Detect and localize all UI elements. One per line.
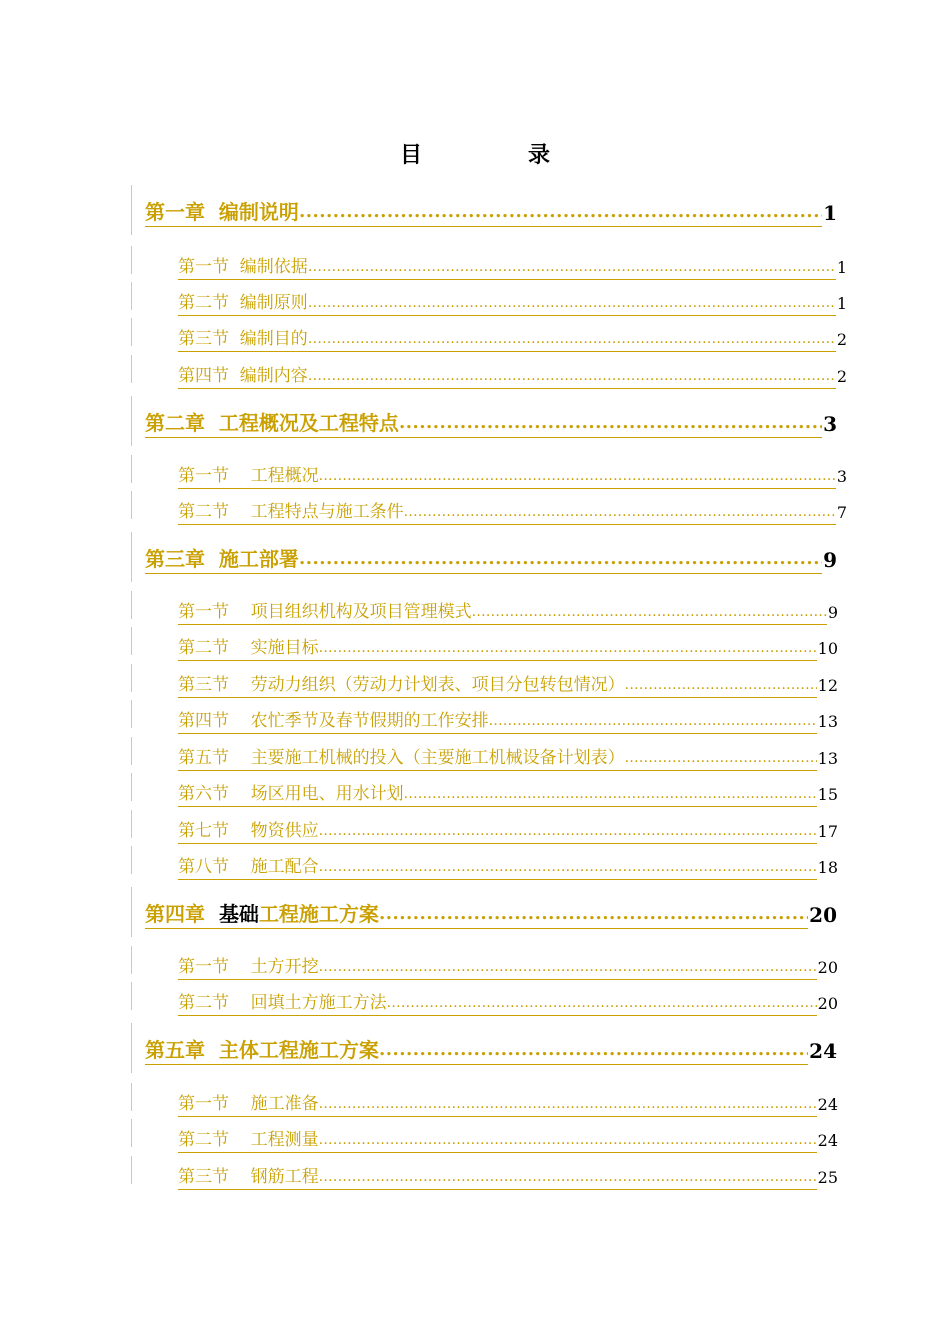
toc-entry-label — [178, 1092, 319, 1117]
toc-page-number: 9 — [823, 548, 837, 572]
toc-section-entry[interactable] — [178, 250, 847, 280]
toc-entry-label-text: 第一章 编制说明 — [145, 200, 299, 224]
margin-bar — [131, 1119, 132, 1147]
toc-entry-label-text: 第二章 工程概况及工程特点 — [145, 411, 399, 435]
toc-page-number: 12 — [817, 676, 838, 695]
dot-leader — [308, 291, 836, 316]
toc-entry-label — [178, 500, 404, 525]
dot-leader — [299, 545, 822, 574]
toc-page-number: 3 — [823, 412, 837, 436]
dot-leader — [308, 327, 836, 352]
dot-leader — [404, 500, 836, 525]
margin-bar — [131, 737, 132, 765]
toc-page-number: 17 — [817, 822, 838, 841]
toc-entry-label-text: 第一节 施工准备 — [178, 1094, 319, 1114]
toc-section-entry[interactable] — [178, 814, 838, 844]
toc-entry-label — [178, 464, 319, 489]
toc-page-number: 20 — [817, 958, 838, 977]
toc-entry-label — [178, 636, 319, 661]
toc-page-number: 18 — [817, 858, 838, 877]
toc-section-entry[interactable] — [178, 986, 838, 1016]
toc-chapter-entry[interactable] — [145, 899, 837, 929]
toc-page-number: 24 — [809, 1039, 837, 1063]
margin-bar — [131, 246, 132, 274]
toc-entry-label — [178, 1165, 319, 1190]
toc-chapter-entry[interactable] — [145, 1035, 837, 1065]
toc-entry-label-plain: 基础 — [218, 902, 259, 926]
toc-entry-label — [178, 819, 319, 844]
dot-leader — [319, 819, 817, 844]
toc-page-number: 3 — [836, 467, 847, 486]
toc-section-entry[interactable] — [178, 850, 838, 880]
toc-page-number: 9 — [827, 603, 838, 622]
margin-bar — [131, 773, 132, 801]
dot-leader — [472, 600, 827, 625]
toc-entry-label — [178, 255, 308, 280]
margin-bar — [131, 627, 132, 655]
toc-entry-label — [145, 198, 299, 227]
toc-entry-label-text: 第五节 主要施工机械的投入（主要施工机械设备计划表） — [178, 748, 625, 768]
toc-entry-label — [178, 709, 489, 734]
margin-bar — [131, 185, 132, 235]
dot-leader — [625, 746, 817, 771]
toc-entry-label — [178, 855, 319, 880]
dot-leader — [319, 855, 817, 880]
dot-leader — [625, 673, 817, 698]
toc-entry-label-text: 第二节 编制原则 — [178, 293, 308, 313]
toc-entry-label-text: 第一节 项目组织机构及项目管理模式 — [178, 602, 472, 622]
toc-entry-label-text: 第二节 实施目标 — [178, 638, 319, 658]
margin-bar — [131, 455, 132, 483]
toc-entry-label-text: 第六节 场区用电、用水计划 — [178, 784, 404, 804]
toc-entry-label-text: 第五章 主体工程施工方案 — [145, 1038, 379, 1062]
dot-leader — [319, 955, 817, 980]
toc-entry-label-text: 第七节 物资供应 — [178, 821, 319, 841]
margin-bar — [131, 887, 132, 937]
dot-leader — [308, 255, 836, 280]
toc-entry-label-text: 第三章 施工部署 — [145, 547, 299, 571]
toc-section-entry[interactable] — [178, 741, 838, 771]
toc-page-number: 13 — [817, 712, 838, 731]
dot-leader — [387, 991, 817, 1016]
dot-leader — [399, 409, 822, 438]
toc-entry-label — [145, 409, 399, 438]
toc-page-number: 20 — [809, 903, 837, 927]
toc-section-entry[interactable] — [178, 631, 838, 661]
margin-bar — [131, 491, 132, 519]
toc-entry-label — [178, 327, 308, 352]
toc-entry-label — [178, 782, 404, 807]
toc-entry-label — [178, 364, 308, 389]
toc-section-entry[interactable] — [178, 359, 847, 389]
dot-leader — [319, 1092, 817, 1117]
dot-leader — [319, 1128, 817, 1153]
toc-page-number: 10 — [817, 639, 838, 658]
toc-page-number: 24 — [817, 1095, 838, 1114]
toc-entry-label-text: 第二节 工程测量 — [178, 1130, 319, 1150]
margin-bar — [131, 1156, 132, 1184]
margin-bar — [131, 396, 132, 446]
dot-leader — [319, 636, 817, 661]
dot-leader — [319, 464, 836, 489]
toc-section-entry[interactable] — [178, 1087, 838, 1117]
toc-entry-label — [178, 1128, 319, 1153]
toc-entry-label — [178, 746, 625, 771]
toc-section-entry[interactable] — [178, 322, 847, 352]
toc-page-number: 25 — [817, 1168, 838, 1187]
margin-bar — [131, 982, 132, 1010]
toc-entry-label — [145, 545, 299, 574]
dot-leader — [299, 198, 822, 227]
dot-leader — [379, 1036, 808, 1065]
toc-entry-label-text: 第三节 编制目的 — [178, 329, 308, 349]
dot-leader — [379, 900, 808, 929]
dot-leader — [319, 1165, 817, 1190]
toc-section-entry[interactable] — [178, 950, 838, 980]
toc-section-entry[interactable] — [178, 777, 838, 807]
margin-bar — [131, 1083, 132, 1111]
toc-entry-label-text: 第一节 土方开挖 — [178, 957, 319, 977]
toc-section-entry[interactable] — [178, 459, 847, 489]
margin-bar — [131, 810, 132, 838]
toc-section-entry[interactable] — [178, 286, 847, 316]
margin-bar — [131, 318, 132, 346]
toc-chapter-entry[interactable] — [145, 197, 837, 227]
toc-chapter-entry[interactable] — [145, 408, 837, 438]
margin-bar — [131, 946, 132, 974]
margin-bar — [131, 591, 132, 619]
toc-entry-label-tail: 工程施工方案 — [258, 902, 379, 926]
toc-entry-label — [178, 291, 308, 316]
toc-entry-label-text: 第二节 工程特点与施工条件 — [178, 502, 404, 522]
margin-bar — [131, 532, 132, 582]
toc-page-number: 1 — [823, 201, 837, 225]
margin-bar — [131, 282, 132, 310]
margin-bar — [131, 700, 132, 728]
margin-bar — [131, 664, 132, 692]
toc-page-number: 20 — [817, 994, 838, 1013]
toc-section-entry[interactable] — [178, 595, 838, 625]
toc-page-number: 15 — [817, 785, 838, 804]
toc-entry-label — [178, 955, 319, 980]
dot-leader — [404, 782, 817, 807]
toc-entry-label-text: 第二节 回填土方施工方法 — [178, 993, 387, 1013]
toc-entry-label-text: 第八节 施工配合 — [178, 857, 319, 877]
toc-page-number: 1 — [836, 294, 847, 313]
toc-entry-label-text: 第三节 劳动力组织（劳动力计划表、项目分包转包情况） — [178, 675, 625, 695]
toc-page-number: 7 — [836, 503, 847, 522]
toc-entry-label-text: 第四节 农忙季节及春节假期的工作安排 — [178, 711, 489, 731]
margin-bar — [131, 355, 132, 383]
page-title: 目 录 — [399, 143, 592, 168]
toc-page-number: 1 — [836, 258, 847, 277]
toc-section-entry[interactable] — [178, 495, 847, 525]
toc-entry-label — [178, 673, 625, 698]
toc-entry-label-text: 第四节 编制内容 — [178, 366, 308, 386]
toc-section-entry[interactable] — [178, 1123, 838, 1153]
toc-page-number: 2 — [836, 367, 847, 386]
toc-page-number: 13 — [817, 749, 838, 768]
toc-entry-label-text: 第一节 编制依据 — [178, 257, 308, 277]
margin-bar — [131, 846, 132, 874]
toc-entry-label-text: 第四章 — [145, 902, 219, 926]
toc-entry-label-text: 第三节 钢筋工程 — [178, 1167, 319, 1187]
toc-entry-label — [178, 600, 472, 625]
toc-entry-label-text: 第一节 工程概况 — [178, 466, 319, 486]
toc-entry-label — [145, 1036, 379, 1065]
toc-entry-label — [145, 900, 379, 929]
dot-leader — [308, 364, 836, 389]
toc-section-entry[interactable] — [178, 668, 838, 698]
toc-section-entry[interactable] — [178, 1160, 838, 1190]
toc-page-number: 24 — [817, 1131, 838, 1150]
toc-section-entry[interactable] — [178, 704, 838, 734]
toc-chapter-entry[interactable] — [145, 544, 837, 574]
toc-entry-label — [178, 991, 387, 1016]
margin-bar — [131, 1023, 132, 1073]
dot-leader — [489, 709, 817, 734]
toc-page-number: 2 — [836, 330, 847, 349]
